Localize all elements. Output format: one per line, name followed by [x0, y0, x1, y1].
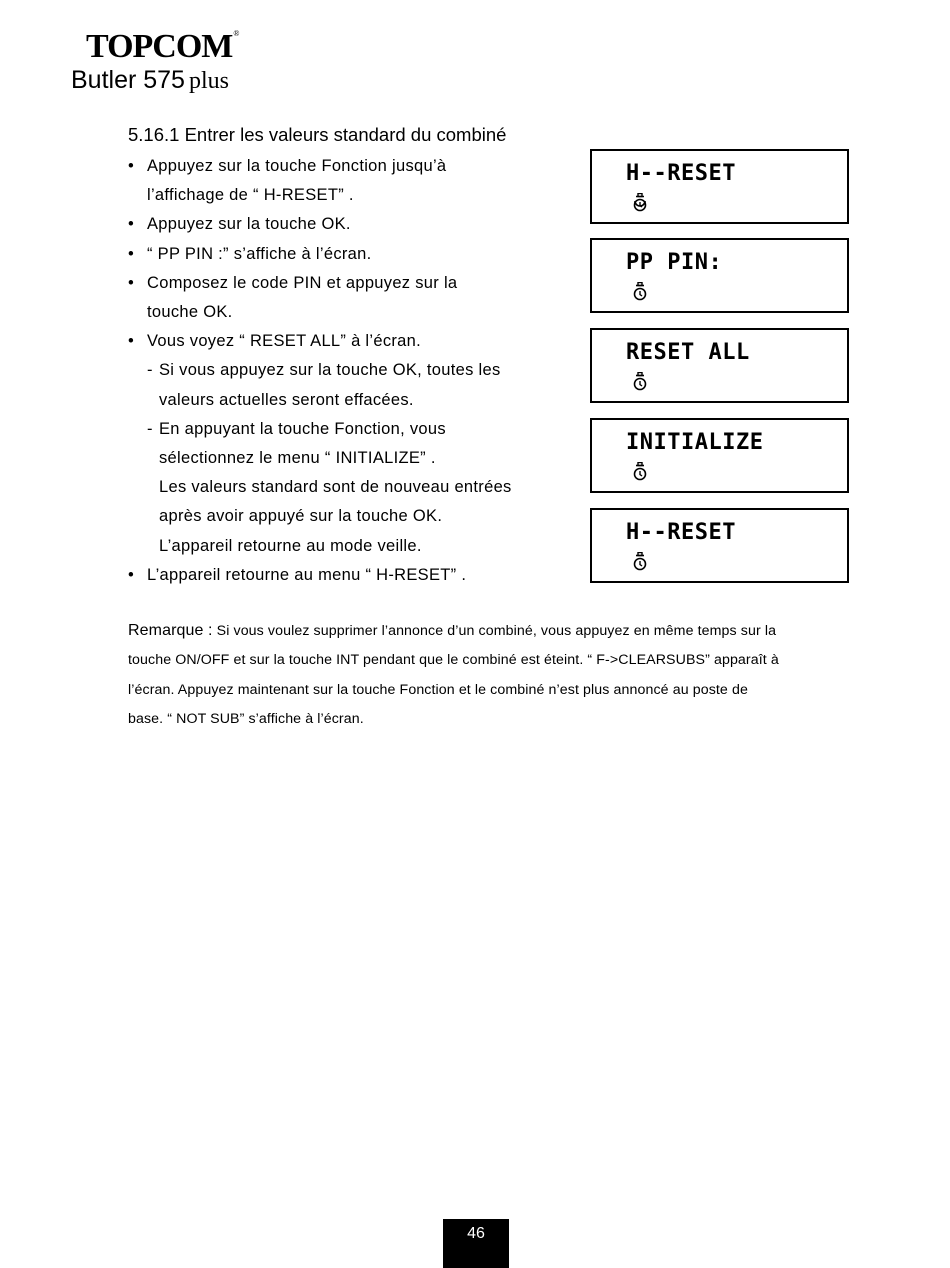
step-text: Composez le code PIN et appuyez sur la [147, 273, 458, 292]
bullet: • [128, 157, 135, 175]
remark-line [128, 616, 854, 646]
step-text: L’appareil retourne au menu “ H-RESET” . [147, 565, 467, 584]
step-text: Vous voyez “ RESET ALL” à l’écran. [147, 332, 422, 351]
step-text: Si vous appuyez sur la touche OK, toutes les [159, 361, 501, 380]
step-text: valeurs actuelles seront effacées. [159, 390, 414, 409]
list-item [128, 240, 568, 269]
remark-text: Si vous voulez supprimer l’annonce d’un combiné, vous appuyez en même temps sur la [216, 623, 777, 639]
bullet: • [128, 332, 135, 351]
lcd-text: RESET ALL [626, 340, 750, 365]
model-label: Butler 575 [71, 66, 185, 94]
registered-mark: ® [233, 29, 239, 38]
brand-logo [86, 30, 238, 64]
brand-name: TOPCOM [86, 28, 233, 65]
lcd-display [590, 418, 849, 493]
step-text: En appuyant la touche Fonction, vous [159, 419, 446, 438]
list-item [128, 327, 568, 356]
remark-line: base. “ NOT SUB” s’affiche à l’écran. [128, 710, 364, 727]
step-text: sélectionnez le menu “ INITIALIZE” . [159, 449, 436, 468]
bullet: • [128, 273, 135, 292]
lcd-display [590, 149, 849, 224]
lcd-text: INITIALIZE [626, 430, 764, 455]
section-title: 5.16.1 Entrer les valeurs standard du combiné [128, 124, 507, 145]
handset-icon [632, 193, 648, 213]
bullet: • [128, 565, 135, 584]
step-text: Les valeurs standard sont de nouveau entrées [159, 478, 512, 497]
handset-icon [632, 282, 648, 302]
handset-icon [632, 372, 648, 392]
list-item [128, 269, 568, 327]
sub-item [147, 415, 568, 473]
instruction-list [128, 152, 568, 590]
sub-item [147, 356, 568, 414]
remark-line: l’écran. Appuyez maintenant sur la touche Fonction et le combiné n’est plus annoncé au poste de [128, 681, 748, 698]
list-item [128, 152, 568, 210]
remark-paragraph [128, 616, 854, 734]
step-text: L’appareil retourne au mode veille. [159, 536, 422, 555]
lcd-text: PP PIN: [626, 250, 723, 275]
dash: - [147, 361, 153, 380]
page-number: 46 [443, 1219, 509, 1268]
step-text: après avoir appuyé sur la touche OK. [159, 507, 443, 526]
lcd-display [590, 328, 849, 403]
bullet: • [128, 215, 135, 234]
handset-icon [632, 552, 648, 572]
dash: - [147, 419, 153, 438]
step-text: Appuyez sur la touche OK. [147, 215, 351, 234]
lcd-display [590, 238, 849, 313]
model-suffix: plus [188, 68, 229, 94]
list-item [128, 210, 568, 239]
lcd-text: H--RESET [626, 520, 736, 545]
step-text: “ PP PIN :” s’affiche à l’écran. [147, 244, 372, 263]
list-item [128, 561, 568, 590]
step-text: Appuyez sur la touche Fonction jusqu’à [147, 157, 447, 175]
handset-icon [632, 462, 648, 482]
bullet: • [128, 244, 135, 263]
lcd-text: H--RESET [626, 161, 736, 186]
lcd-display [590, 508, 849, 583]
remark-label: Remarque : [128, 622, 213, 639]
remark-line: touche ON/OFF et sur la touche INT pendant que le combiné est éteint. “ F->CLEARSUBS” apparaît à [128, 652, 779, 669]
step-text: l’affichage de “ H-RESET” . [147, 186, 354, 205]
step-text: touche OK. [147, 303, 233, 322]
model-name [71, 68, 229, 93]
